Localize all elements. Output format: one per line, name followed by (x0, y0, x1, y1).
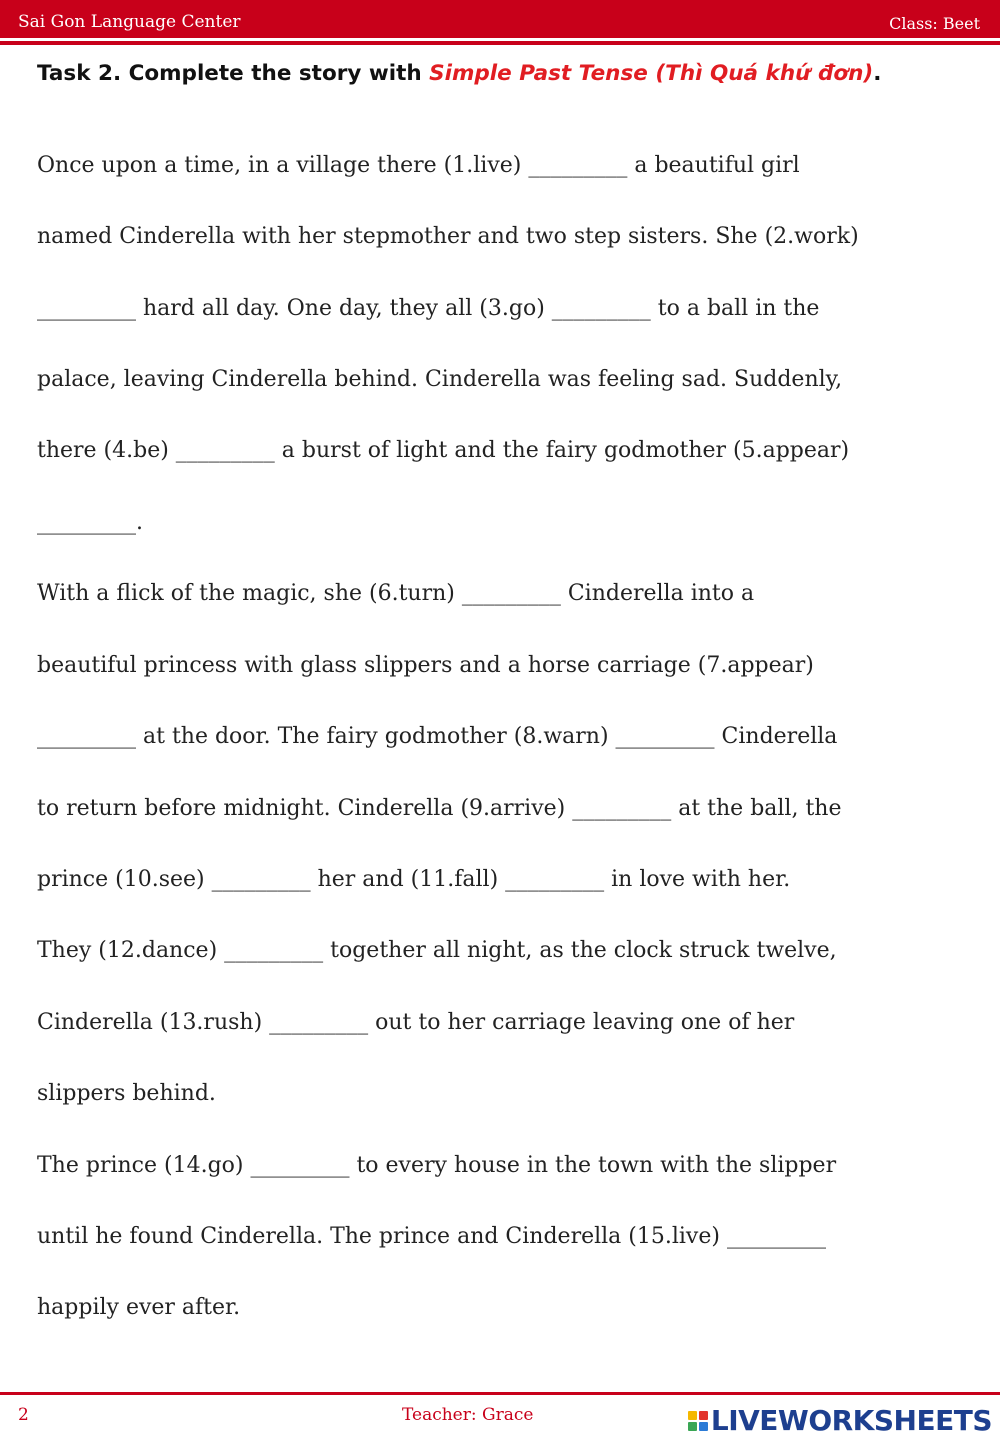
story-line: prince (10.see) _________ her and (11.fall) _________ in love with her. (37, 867, 791, 892)
story-line: beautiful princess with glass slippers and a horse carriage (7.appear) (37, 653, 814, 678)
story-line: Cinderella (13.rush) _________ out to her carriage leaving one of her (37, 1010, 795, 1035)
page-number: 2 (18, 1405, 29, 1425)
center-name: Sai Gon Language Center (18, 12, 241, 32)
story-line: to return before midnight. Cinderella (9.arrive) _________ at the ball, the (37, 796, 842, 821)
story-line: _________ hard all day. One day, they all (3.go) _________ to a ball in the (37, 296, 820, 321)
story-line: named Cinderella with her stepmother and two step sisters. She (2.work) (37, 224, 859, 249)
story-line: The prince (14.go) _________ to every house in the town with the slipper (37, 1153, 837, 1178)
footer-divider (0, 1392, 1000, 1395)
task-heading (37, 58, 957, 89)
story-line: slippers behind. (37, 1081, 216, 1106)
story-line: palace, leaving Cinderella behind. Cinderella was feeling sad. Suddenly, (37, 367, 843, 392)
story-line: Once upon a time, in a village there (1.live) _________ a beautiful girl (37, 153, 800, 178)
story-line: _________. (37, 510, 143, 535)
liveworksheets-logo (688, 1404, 992, 1437)
task-highlight: Simple Past Tense (Thì Quá khứ đơn) (429, 61, 874, 86)
story-line: With a flick of the magic, she (6.turn) _________ Cinderella into a (37, 581, 755, 606)
story-line: until he found Cinderella. The prince and Cinderella (15.live) _________ (37, 1224, 826, 1249)
story-line: there (4.be) _________ a burst of light and the fairy godmother (5.appear) (37, 438, 850, 463)
brand-name: LIVEWORKSHEETS (710, 1404, 992, 1437)
logo-grid-icon (688, 1411, 708, 1431)
class-label: Class: Beet (889, 14, 980, 33)
header-divider (0, 41, 1000, 45)
story-line: happily ever after. (37, 1295, 241, 1320)
task-prefix: Task 2. Complete the story with (37, 61, 430, 86)
task-suffix: . (873, 61, 882, 86)
story-line: _________ at the door. The fairy godmother (8.warn) _________ Cinderella (37, 724, 838, 749)
page-header (0, 0, 1000, 38)
teacher-name: Teacher: Grace (402, 1405, 534, 1425)
story-line: They (12.dance) _________ together all night, as the clock struck twelve, (37, 938, 837, 963)
